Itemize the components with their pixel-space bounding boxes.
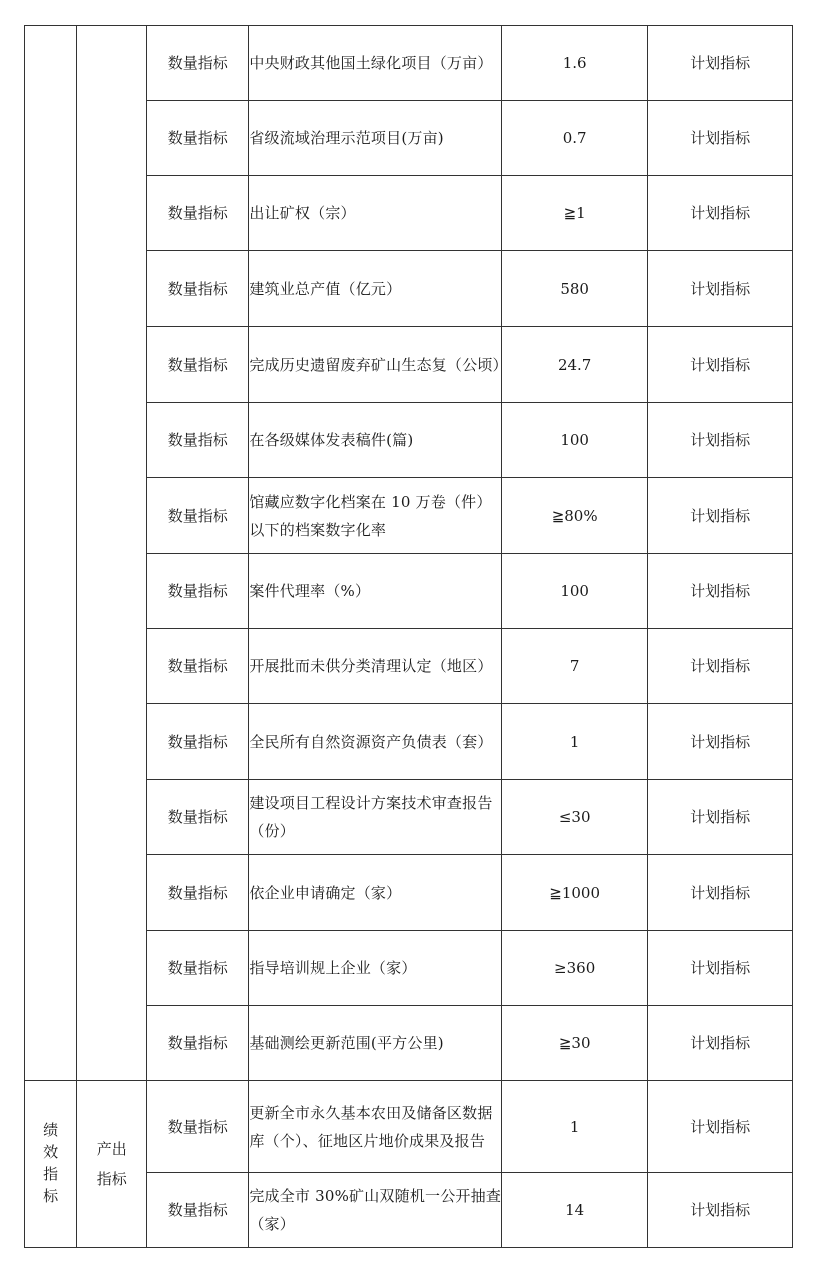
indicator-kind: 数量指标 [167,732,228,751]
indicator-name: 馆藏应数字化档案在 10 万卷（件）以下的档案数字化率 [249,492,492,539]
indicator-name: 建设项目工程设计方案技术审查报告（份） [249,794,493,840]
indicator-note: 计划指标 [690,129,751,147]
indicator-value-cell [502,931,648,1006]
indicator-value: 14 [565,1201,585,1219]
indicator-value: 7 [569,657,580,675]
indicator-note-cell [648,629,793,704]
indicator-name: 完成全市 30%矿山双随机一公开抽查（家） [249,1187,502,1233]
indicator-note: 计划指标 [690,1034,751,1052]
indicator-name-cell [249,478,502,554]
indicator-kind-cell [147,704,249,780]
indicator-value-cell [502,704,648,780]
indicator-value: 100 [560,582,589,600]
indicator-kind-cell [147,478,249,554]
indicator-kind: 数量指标 [167,1034,228,1052]
indicator-value: 1.6 [562,54,587,72]
indicator-note: 计划指标 [690,204,751,222]
indicator-name-cell [249,176,502,251]
indicator-kind-cell [147,1006,249,1081]
indicator-value: ≥360 [554,959,596,977]
indicator-kind-cell [147,554,249,629]
indicator-value: 580 [560,279,589,298]
indicator-kind: 数量指标 [167,1117,228,1136]
indicator-kind-cell [147,26,249,101]
indicator-kind: 数量指标 [167,129,228,147]
indicator-note: 计划指标 [690,54,751,72]
indicator-value: ≧30 [558,1034,591,1052]
indicator-kind-cell [147,176,249,251]
indicator-value-cell [502,478,648,554]
indicator-note-cell [648,554,793,629]
indicator-value: 0.7 [562,129,587,147]
indicator-value: 24.7 [557,355,592,374]
indicator-note-cell [648,26,793,101]
indicator-note-cell [648,403,793,478]
indicator-name-cell [249,629,502,704]
indicator-note: 计划指标 [690,1201,751,1219]
indicator-name: 完成历史遗留废弃矿山生态复（公顷） [249,355,508,374]
indicator-note-cell [648,478,793,554]
indicator-kind: 数量指标 [167,959,228,977]
indicator-value: ≧1000 [549,883,601,902]
indicator-name: 开展批而未供分类清理认定（地区） [249,657,493,675]
indicator-kind-cell [147,1081,249,1173]
indicator-kind: 数量指标 [167,279,228,298]
indicator-note: 计划指标 [690,355,751,374]
indicator-value-cell [502,1173,648,1248]
indicator-value-cell [502,1006,648,1081]
indicator-note-cell [648,931,793,1006]
indicator-kind-cell [147,931,249,1006]
indicator-kind: 数量指标 [167,431,228,449]
indicator-name-cell [249,101,502,176]
indicator-note-cell [648,1173,793,1248]
indicator-name-cell [249,704,502,780]
level2-label: 产出指标 [96,1140,127,1188]
indicator-value: 1 [569,1117,580,1136]
indicator-name-cell [249,403,502,478]
level1-label: 绩效指标 [43,1120,59,1205]
indicator-value-cell [502,1081,648,1173]
indicator-name-cell [249,554,502,629]
indicator-kind-cell [147,855,249,931]
indicator-kind: 数量指标 [167,506,228,525]
level1-cell-upper [25,26,77,1081]
indicator-note: 计划指标 [690,657,751,675]
indicator-name: 出让矿权（宗） [249,204,356,222]
indicator-name-cell [249,931,502,1006]
indicator-kind: 数量指标 [167,808,228,826]
indicator-value: 1 [569,732,580,751]
indicator-value-cell [502,251,648,327]
indicator-note: 计划指标 [690,959,751,977]
indicator-value-cell [502,629,648,704]
indicator-name: 在各级媒体发表稿件(篇) [249,431,414,449]
indicator-kind-cell [147,251,249,327]
indicator-name: 案件代理率（%） [249,582,371,600]
indicator-value: ≤30 [558,808,591,826]
indicator-value-cell [502,403,648,478]
indicator-name-cell [249,251,502,327]
indicator-name-cell [249,1173,502,1248]
indicator-note-cell [648,327,793,403]
indicator-kind-cell [147,101,249,176]
indicator-name-cell [249,327,508,403]
indicator-value-cell [502,780,648,855]
indicator-value: ≧80% [551,506,598,525]
indicator-note-cell [648,780,793,855]
indicator-kind-cell [147,780,249,855]
table-row [25,26,793,101]
indicator-name-cell [249,1081,502,1173]
indicator-note-cell [648,1081,793,1173]
indicator-note: 计划指标 [690,431,751,449]
indicator-name: 更新全市永久基本农田及储备区数据库（个）、征地区片地价成果及报告 [249,1103,493,1150]
indicator-value: 100 [560,431,589,449]
indicator-value-cell [502,26,648,101]
indicator-kind: 数量指标 [167,204,228,222]
indicator-name: 建筑业总产值（亿元） [249,279,402,298]
indicator-table [24,25,793,1248]
indicator-note: 计划指标 [690,279,751,298]
indicator-name: 基础测绘更新范围(平方公里) [249,1034,444,1052]
indicator-note: 计划指标 [690,582,751,600]
indicator-kind-cell [147,403,249,478]
level1-label-cell [25,1081,77,1248]
indicator-value-cell [502,101,648,176]
indicator-note-cell [648,855,793,931]
level2-label-cell [77,1081,147,1248]
indicator-note: 计划指标 [690,1117,751,1136]
indicator-name: 指导培训规上企业（家） [249,959,417,977]
indicator-note-cell [648,251,793,327]
indicator-note: 计划指标 [690,506,751,525]
indicator-kind-cell [147,327,249,403]
indicator-name: 全民所有自然资源资产负债表（套） [249,732,493,751]
indicator-name-cell [249,780,502,855]
indicator-note-cell [648,101,793,176]
level2-cell-upper [77,26,147,1081]
indicator-kind-cell [147,1173,249,1248]
indicator-note-cell [648,176,793,251]
indicator-kind: 数量指标 [167,54,228,72]
indicator-name: 依企业申请确定（家） [249,883,402,902]
indicator-value: ≧1 [563,204,586,222]
indicator-kind: 数量指标 [167,657,228,675]
indicator-note: 计划指标 [690,883,751,902]
indicator-value-cell [502,554,648,629]
indicator-note-cell [648,704,793,780]
indicator-name-cell [249,1006,502,1081]
table-row [25,1081,793,1173]
indicator-kind: 数量指标 [167,355,228,374]
indicator-kind-cell [147,629,249,704]
indicator-kind: 数量指标 [167,883,228,902]
indicator-kind: 数量指标 [167,582,228,600]
indicator-kind: 数量指标 [167,1201,228,1219]
indicator-note: 计划指标 [690,732,751,751]
indicator-value-cell [502,176,648,251]
indicator-value-cell [502,855,648,931]
indicator-note-cell [648,1006,793,1081]
indicator-name-cell [249,26,502,101]
indicator-name-cell [249,855,502,931]
indicator-name: 中央财政其他国土绿化项目（万亩） [249,54,493,72]
indicator-note: 计划指标 [690,808,751,826]
indicator-name: 省级流域治理示范项目(万亩) [249,129,444,147]
indicator-value-cell [502,327,648,403]
